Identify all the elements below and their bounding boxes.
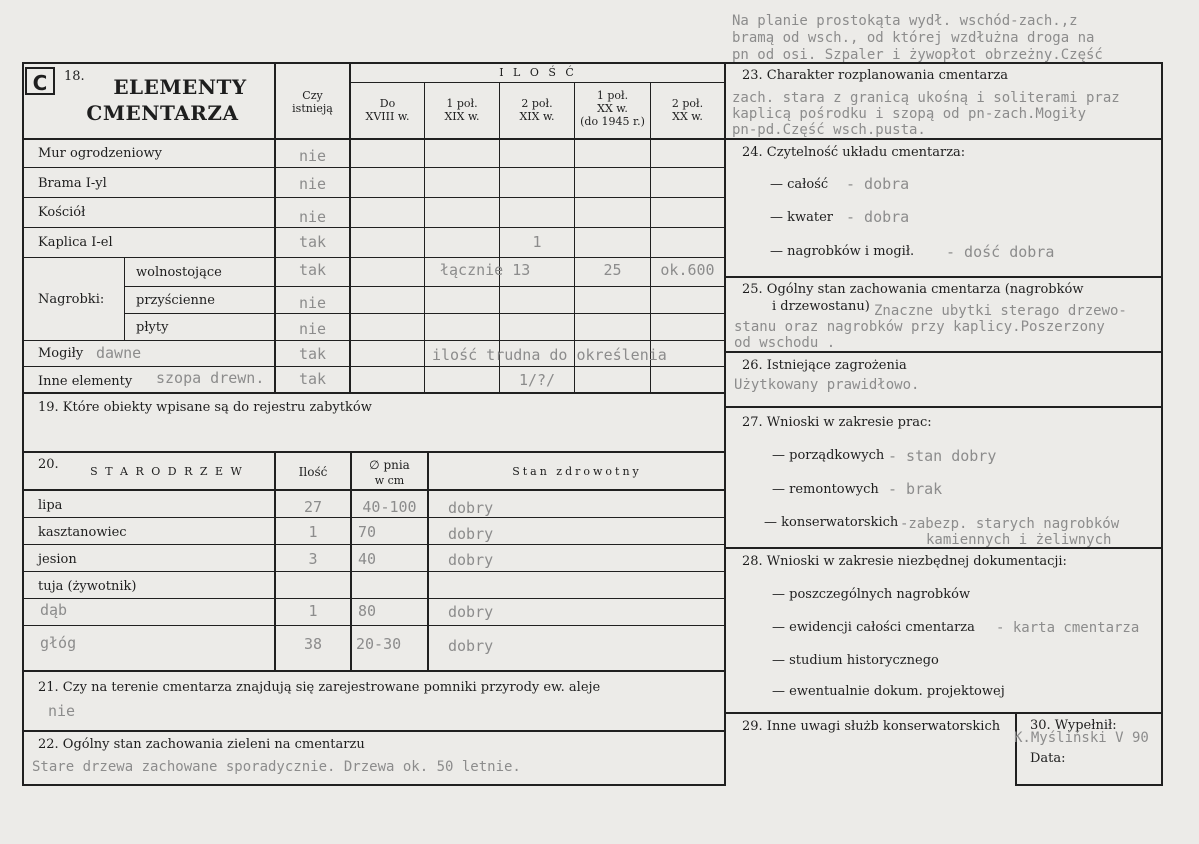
grid-line — [22, 257, 726, 258]
row-qty-inne: 1/?/ — [518, 371, 556, 389]
grid-line — [22, 598, 726, 599]
period-header-3-sub: XIX w. — [519, 110, 555, 123]
section18-number: 18. — [64, 69, 85, 84]
frame-left — [22, 62, 24, 786]
period-header-2-sub: XIX w. — [444, 110, 480, 123]
docs-item-label: — ewentualnie dokum. projektowej — [772, 684, 1005, 699]
tree-qty: 27 — [303, 498, 323, 516]
tree-qty: 1 — [308, 523, 318, 541]
section30-label: 30. Wypełnił: — [1030, 718, 1117, 733]
tree-col-diam-header-l1: pnia — [383, 458, 410, 472]
row-label-brama: Brama I-yl — [38, 176, 107, 191]
section20-number: 20. — [38, 457, 59, 472]
tree-qty: 3 — [308, 550, 318, 568]
legibility-item-label: — kwater — [770, 210, 834, 225]
tree-health: dobry — [448, 637, 494, 655]
tree-diam: 40 — [358, 550, 377, 568]
legibility-item-label: — całość — [770, 177, 829, 192]
row-qty-wolnostojace-total: łącznie 13 — [440, 261, 531, 279]
section25-text-line3: od wschodu . — [734, 335, 836, 351]
tree-diam: 70 — [358, 523, 377, 541]
section18-title-line1: ELEMENTY — [113, 75, 247, 99]
tree-qty: 1 — [308, 602, 318, 620]
frame-middle — [724, 62, 726, 786]
section30-filled-by: K.Myśliński V 90 — [1014, 730, 1149, 746]
legibility-item-label: — nagrobków i mogił. — [770, 244, 915, 259]
section23-text-line1: Na planie prostokąta wydł. wschód-zach.,z — [732, 13, 1078, 29]
frame-right — [1161, 62, 1163, 786]
grid-line — [22, 227, 726, 228]
tree-col-qty-header: Ilość — [298, 465, 328, 479]
grid-line — [22, 392, 726, 394]
works-item-value-continuation: kamiennych i żeliwnych — [926, 532, 1112, 548]
tree-col-diam-header — [352, 458, 427, 473]
section23-text-line4: zach. stara z granicą ukośną i soliterami praz — [732, 90, 1120, 106]
works-item-value: - brak — [888, 480, 943, 498]
section22-label: 22. Ogólny stan zachowania zieleni na cmentarzu — [38, 737, 365, 752]
grid-line — [22, 197, 726, 198]
tree-name: dąb — [40, 601, 68, 619]
period-header-4: 1 poł. — [596, 89, 629, 102]
works-item-label: — konserwatorskich — [764, 515, 899, 530]
tree-health: dobry — [448, 603, 494, 621]
period-header-5: 2 poł. — [671, 97, 704, 110]
tree-name: jesion — [38, 552, 77, 567]
legibility-item-value: - dość dobra — [946, 243, 1055, 261]
section23-text-line3: pn od osi. Szpaler i żywopłot obrzeżny.Część — [732, 47, 1103, 63]
row-exists-mur: nie — [298, 147, 327, 165]
period-header-3: 2 poł. — [521, 97, 553, 110]
row-qty-kaplica: 1 — [532, 233, 542, 251]
tree-diam: 20-30 — [356, 635, 402, 653]
grid-line — [22, 451, 726, 453]
row-exists-kosciol: nie — [298, 208, 327, 226]
grid-line — [724, 712, 1163, 714]
legibility-item-value: - dobra — [846, 208, 910, 226]
section18-title-line2: CMENTARZA — [86, 101, 239, 125]
docs-item-value: - karta cmentarza — [996, 620, 1140, 636]
section29-label: 29. Inne uwagi służb konserwatorskich — [742, 719, 1001, 734]
row-exists-kaplica: tak — [298, 233, 327, 251]
section27-label: 27. Wnioski w zakresie prac: — [742, 415, 932, 430]
row-exists-inne: tak — [298, 370, 327, 388]
section23-label: 23. Charakter rozplanowania cmentarza — [742, 68, 1009, 83]
grid-line — [427, 452, 429, 671]
row-label-kosciol: Kościół — [38, 205, 86, 220]
section23-text-line6: pn-pd.Część wsch.pusta. — [732, 122, 926, 138]
grid-line — [124, 286, 726, 287]
row-exists-brama: nie — [298, 175, 327, 193]
section25-text-line2: stanu oraz nagrobków przy kaplicy.Poszerzony — [734, 319, 1105, 335]
row-label-mur: Mur ogrodzeniowy — [38, 146, 162, 161]
section23-text-line2: bramą od wsch., od której wzdłużna droga na — [732, 30, 1095, 46]
tree-name: głóg — [40, 634, 77, 652]
grid-line — [22, 489, 726, 491]
legibility-item-value: - dobra — [846, 175, 910, 193]
exists-header-line1: Czy — [302, 89, 323, 102]
section26-label: 26. Istniejące zagrożenia — [742, 358, 907, 373]
grid-line — [22, 544, 726, 545]
tree-health: dobry — [448, 525, 494, 543]
row-note-mogily: dawne — [96, 344, 142, 362]
works-item-label: — remontowych — [772, 482, 879, 497]
row-qty-mogily: ilość trudna do określenia — [432, 346, 667, 364]
quantity-header: I L O Ś Ć — [499, 66, 577, 79]
frame-bottom-left — [22, 784, 726, 786]
section28-label: 28. Wnioski w zakresie niezbędnej dokumentacji: — [742, 554, 1067, 569]
grid-line — [124, 257, 125, 340]
grid-line — [350, 82, 726, 83]
grid-line — [1015, 712, 1017, 786]
grid-line — [724, 351, 1163, 353]
row-qty-wolnostojace-p5: ok.600 — [660, 261, 715, 279]
section25-text-line1: Znaczne ubytki sterago drzewo- — [874, 303, 1127, 319]
section25-label-line2: i drzewostanu) — [772, 299, 870, 314]
tree-diam: 40-100 — [362, 498, 417, 516]
section25-label-line1: 25. Ogólny stan zachowania cmentarza (nagrobków — [742, 282, 1084, 297]
section24-label: 24. Czytelność układu cmentarza: — [742, 145, 966, 160]
period-header-4-note: (do 1945 r.) — [580, 115, 645, 128]
grid-line — [22, 138, 726, 140]
period-header-1-sub: XVIII w. — [365, 110, 410, 123]
works-item-label: — porządkowych — [772, 448, 885, 463]
period-header-4-sub: XX w. — [597, 102, 628, 115]
tree-col-health-header: Stan zdrowotny — [512, 465, 642, 478]
row-label-przyscienne: przyścienne — [136, 293, 215, 308]
grid-line — [22, 670, 726, 672]
section30-date-label: Data: — [1030, 751, 1066, 766]
row-exists-przyscienne: nie — [298, 294, 327, 312]
tree-name: kasztanowiec — [38, 525, 127, 540]
section23-text-line5: kaplicą pośrodku i szopą od pn-zach.Mogiły — [732, 106, 1087, 122]
tree-col-diam-header-l2: w cm — [374, 474, 405, 487]
grid-line — [22, 340, 726, 341]
grid-line — [22, 167, 726, 168]
section22-answer: Stare drzewa zachowane sporadycznie. Drzewa ok. 50 letnie. — [32, 759, 521, 775]
section21-label: 21. Czy na terenie cmentarza znajdują się zarejestrowane pomniki przyrody ew. aleje — [38, 680, 601, 695]
section20-title: S T A R O D R Z E W — [90, 465, 244, 478]
grid-line — [22, 730, 726, 732]
tree-diam: 80 — [358, 602, 377, 620]
row-qty-wolnostojace-p4: 25 — [603, 261, 622, 279]
row-label-plyty: płyty — [136, 320, 169, 335]
card-letter-box: C — [25, 67, 55, 95]
section19-label: 19. Które obiekty wpisane są do rejestru zabytków — [38, 400, 372, 415]
tree-name: tuja (żywotnik) — [38, 579, 137, 594]
grid-line — [724, 276, 1163, 278]
tree-qty: 38 — [303, 635, 323, 653]
grid-line — [22, 625, 726, 626]
docs-item-label: — ewidencji całości cmentarza — [772, 620, 975, 635]
row-label-mogily: Mogiły — [38, 346, 84, 361]
nagrobki-label: Nagrobki: — [38, 292, 105, 307]
row-exists-wolnostojace: tak — [298, 261, 327, 279]
row-label-kaplica: Kaplica I-el — [38, 235, 113, 250]
grid-line — [724, 138, 1163, 140]
grid-line — [424, 82, 425, 392]
docs-item-label: — studium historycznego — [772, 653, 939, 668]
section26-text: Użytkowany prawidłowo. — [734, 377, 920, 393]
period-header-1: Do — [379, 97, 396, 110]
works-item-value: -zabezp. starych nagrobków — [900, 516, 1120, 532]
row-exists-mogily: tak — [298, 345, 327, 363]
tree-health: dobry — [448, 551, 494, 569]
grid-line — [124, 313, 726, 314]
row-label-wolnostojace: wolnostojące — [136, 265, 222, 280]
row-exists-plyty: nie — [298, 320, 327, 338]
diameter-icon: ∅ — [369, 458, 380, 472]
tree-name: lipa — [38, 498, 63, 513]
frame-bottom-right — [1015, 784, 1163, 786]
row-label-inne: Inne elementy — [38, 374, 133, 389]
docs-item-label: — poszczególnych nagrobków — [772, 587, 971, 602]
period-header-2: 1 poł. — [446, 97, 478, 110]
tree-health: dobry — [448, 499, 494, 517]
grid-line — [22, 366, 726, 367]
grid-line — [724, 406, 1163, 408]
exists-header-line2: istnieją — [292, 102, 333, 115]
grid-line — [22, 571, 726, 572]
row-note-inne: szopa drewn. — [156, 369, 265, 387]
grid-line — [22, 517, 726, 518]
works-item-value: - stan dobry — [888, 447, 997, 465]
section21-answer: nie — [48, 702, 76, 720]
period-header-5-sub: XX w. — [672, 110, 703, 123]
